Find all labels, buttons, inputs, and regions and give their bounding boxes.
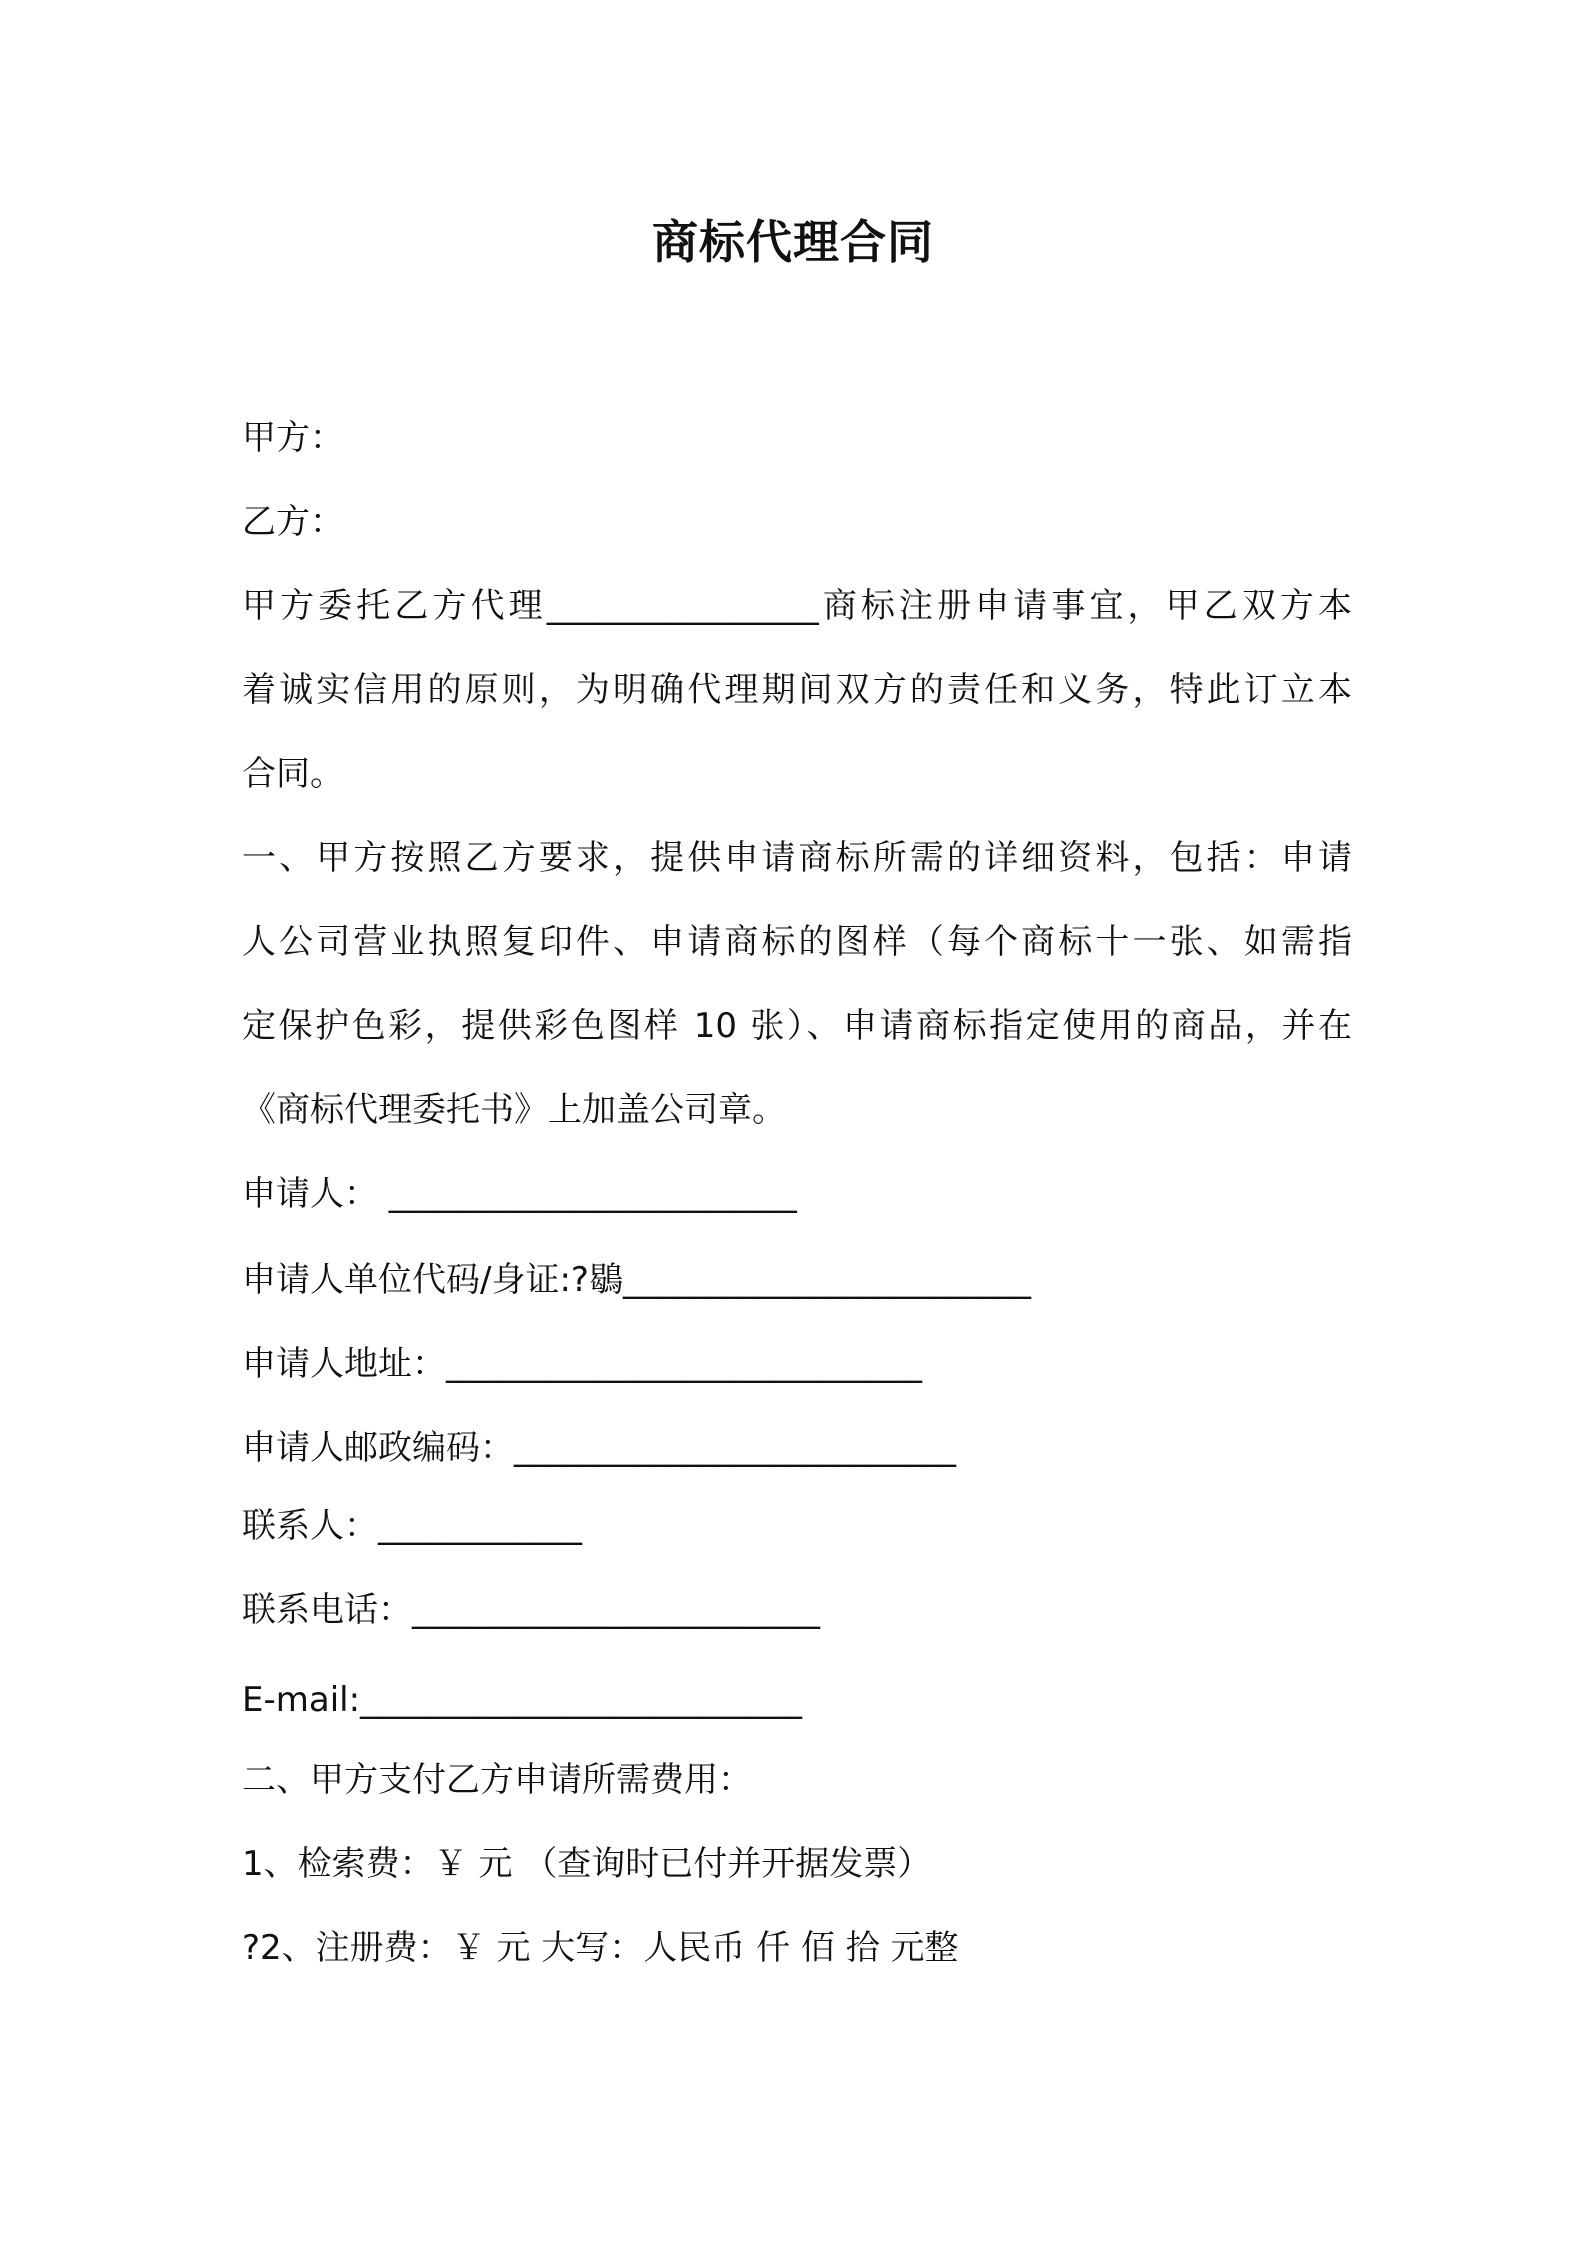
email-field: E-mail:__________________________	[242, 1680, 803, 1720]
applicant-address-field: 申请人地址：____________________________	[242, 1344, 922, 1384]
clause1-line-2: 人公司营业执照复印件、申请商标的图样（每个商标十一张、如需指	[242, 922, 1352, 962]
clause1-line-1: 一、甲方按照乙方要求，提供申请商标所需的详细资料，包括：申请	[242, 838, 1352, 878]
party-b-label: 乙方：	[242, 502, 344, 542]
clause2-item-search-fee: 1、检索费：￥ 元 （查询时已付并开据发票）	[242, 1844, 932, 1884]
applicant-postcode-field: 申请人邮政编码：__________________________	[242, 1428, 956, 1468]
intro-line-1: 甲方委托乙方代理________________商标注册申请事宜，甲乙双方本	[242, 586, 1352, 626]
intro-line-2: 着诚实信用的原则，为明确代理期间双方的责任和义务，特此订立本	[242, 670, 1352, 710]
intro-line-3: 合同。	[242, 754, 344, 794]
applicant-code-field: 申请人单位代码/身证:?鶡________________________	[242, 1260, 1031, 1300]
clause1-line-3: 定保护色彩，提供彩色图样 10 张）、申请商标指定使用的商品，并在	[242, 1006, 1352, 1046]
clause2-heading: 二、甲方支付乙方申请所需费用：	[242, 1760, 752, 1800]
clause1-line-4: 《商标代理委托书》上加盖公司章。	[242, 1090, 786, 1130]
clause2-item-registration-fee: ?2、注册费：￥ 元 大写：人民币 仟 佰 拾 元整	[242, 1928, 959, 1968]
contact-person-field: 联系人：____________	[242, 1506, 582, 1546]
party-a-label: 甲方：	[242, 418, 344, 458]
applicant-field: 申请人： ________________________	[242, 1174, 797, 1214]
document-title: 商标代理合同	[652, 215, 934, 269]
contact-phone-field: 联系电话：________________________	[242, 1590, 820, 1630]
